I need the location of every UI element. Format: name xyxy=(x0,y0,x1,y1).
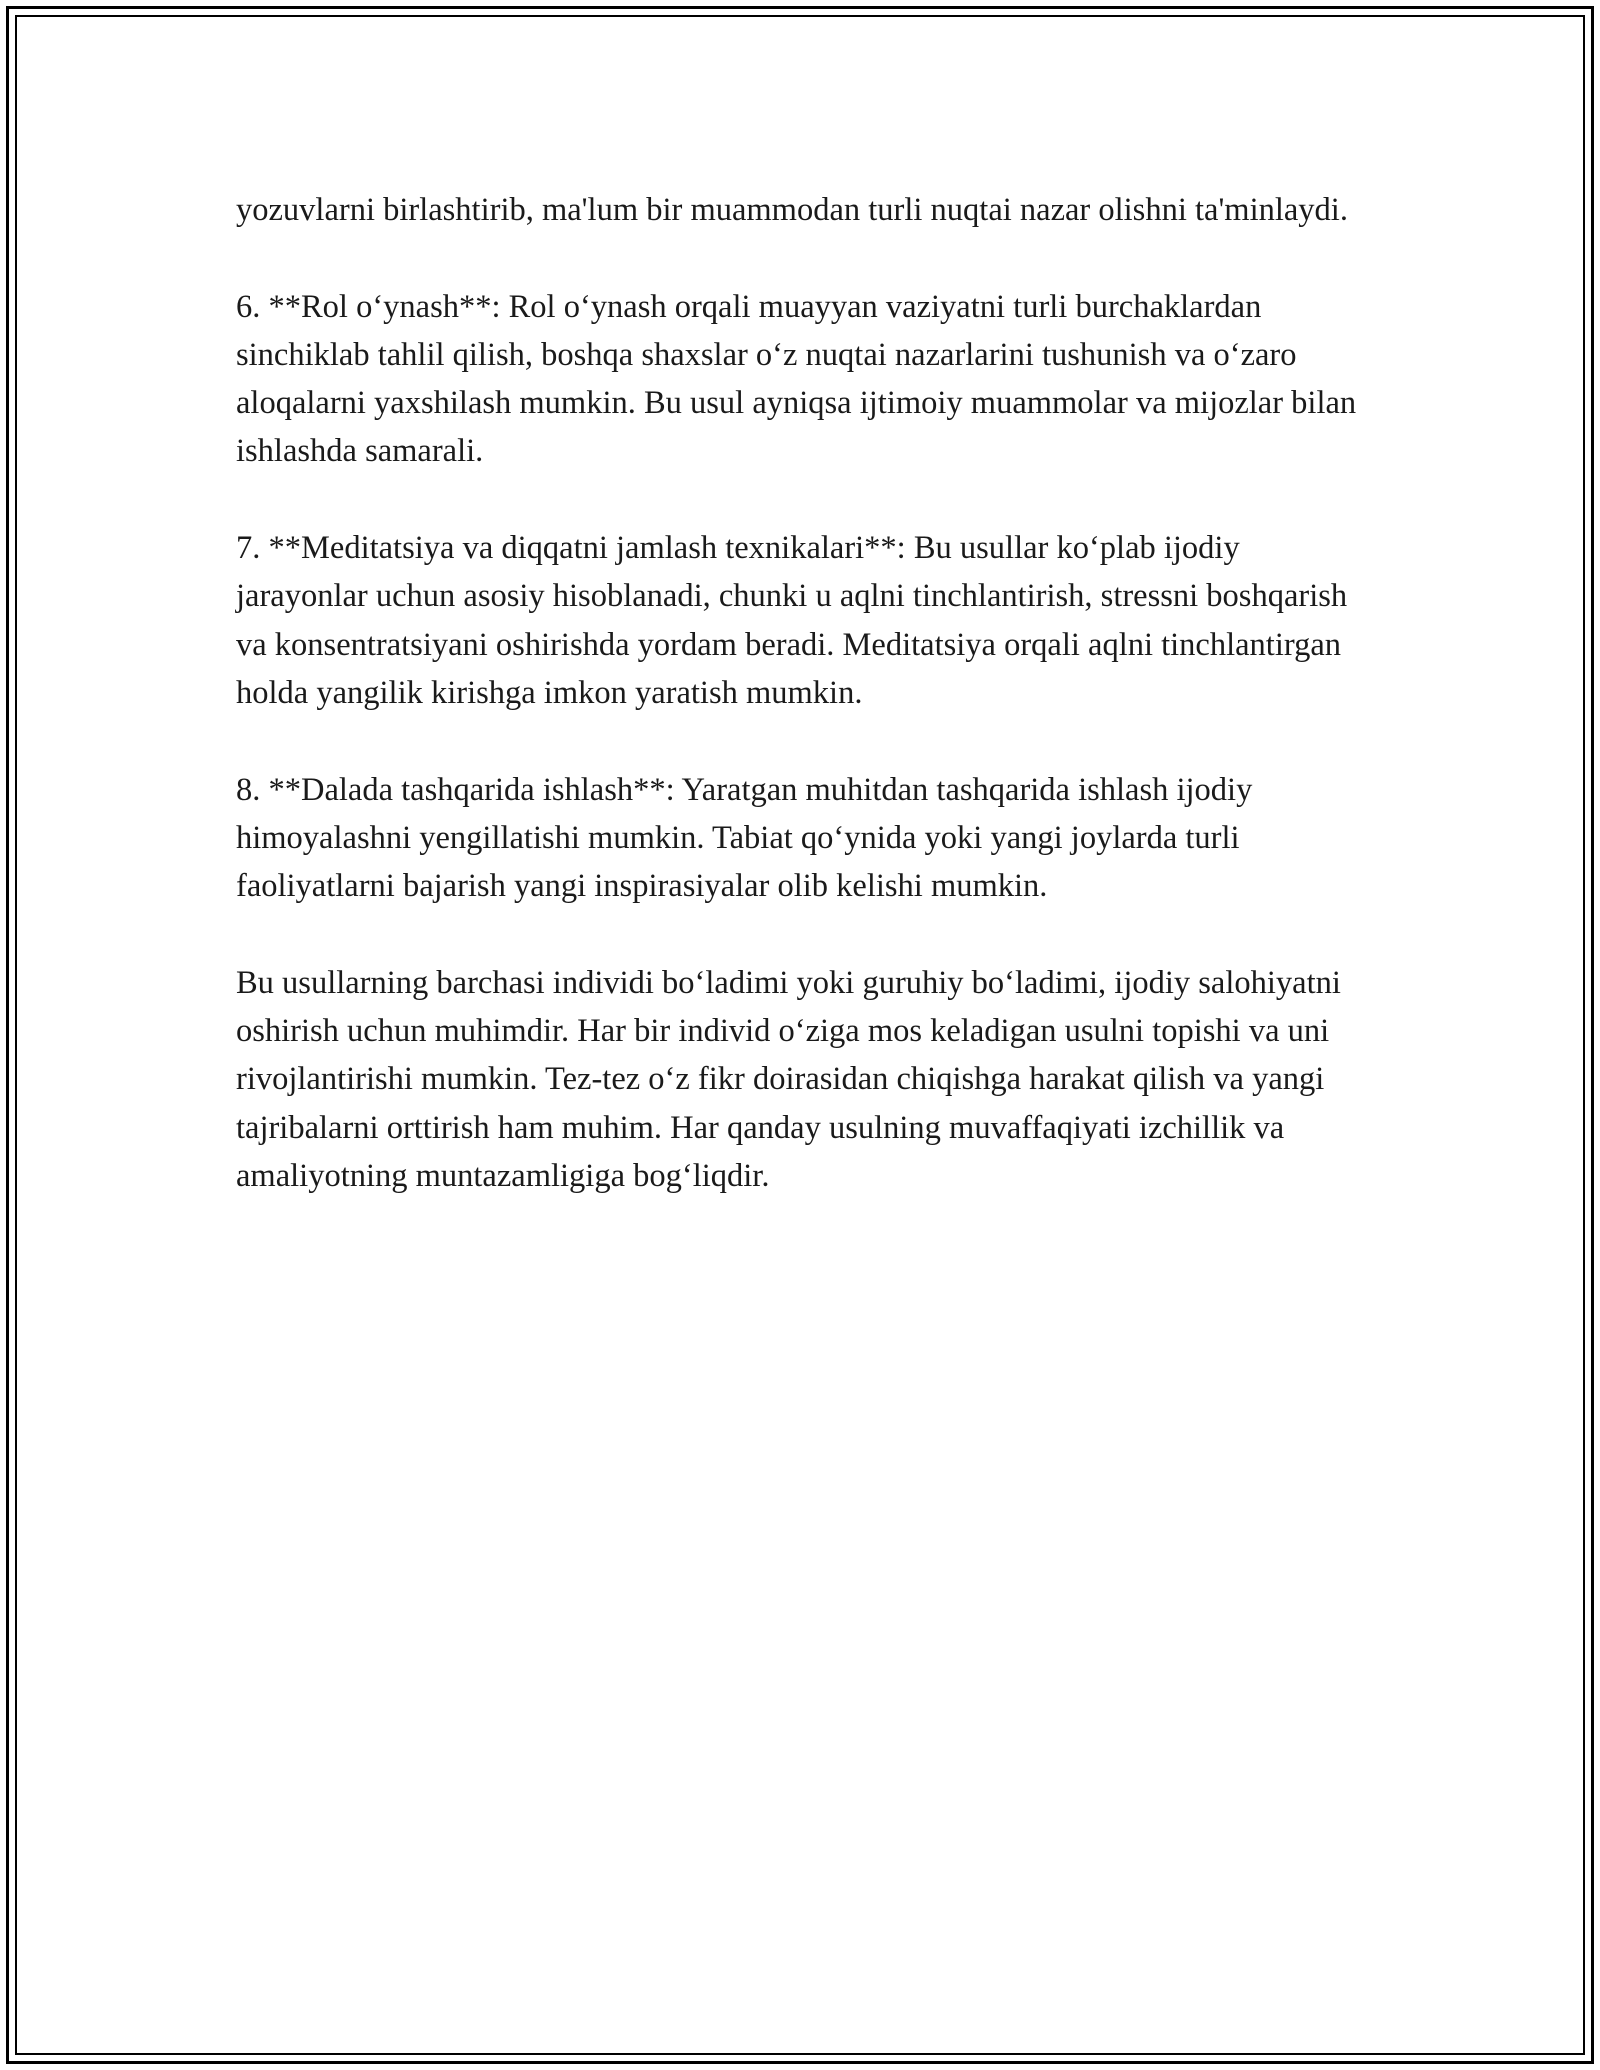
paragraph-item-6-role-play: 6. **Rol oʻynash**: Rol oʻynash orqali muayyan vaziyatni turli burchaklardan sinchiklab tahlil qilish, boshqa shaxslar oʻz nuqtai nazarlarini tushunish va oʻzaro aloqalarni yaxshilash mumkin. Bu usul ayniqsa ijtimoiy muammolar va mijozlar bilan ishlashda samarali. xyxy=(236,288,1357,470)
paragraph-continuation: yozuvlarni birlashtirib, ma'lum bir muammodan turli nuqtai nazar olishni ta'minlaydi. xyxy=(236,192,1348,228)
paragraph-item-8-outdoor-work: 8. **Dalada tashqarida ishlash**: Yaratgan muhitdan tashqarida ishlash ijodiy himoyalashni yengillatishi mumkin. Tabiat qoʻynida yoki yangi joylarda turli faoliyatlarni bajarish yangi inspirasiyalar olib kelishi mumkin. xyxy=(236,771,1253,905)
paragraph-item-7-meditation: 7. **Meditatsiya va diqqatni jamlash texnikalari**: Bu usullar koʻplab ijodiy jarayonlar uchun asosiy hisoblanadi, chunki u aqlni tinchlantirish, stressni boshqarish va konsentratsiyani oshirishda yordam beradi. Meditatsiya orqali aqlni tinchlantirgan holda yangilik kirishga imkon yaratish mumkin. xyxy=(236,530,1348,711)
document-body xyxy=(236,186,1376,1200)
paragraph-conclusion: Bu usullarning barchasi individi boʻladimi yoki guruhiy boʻladimi, ijodiy salohiyatni oshirish uchun muhimdir. Har bir individ oʻziga mos keladigan usulni topishi va uni rivojlantirishi mumkin. Tez-tez oʻz fikr doirasidan chiqishga harakat qilish va yangi tajribalarni orttirish ham muhim. Har qanday usulning muvaffaqiyati izchillik va amaliyotning muntazamligiga bogʻliqdir. xyxy=(236,964,1341,1194)
